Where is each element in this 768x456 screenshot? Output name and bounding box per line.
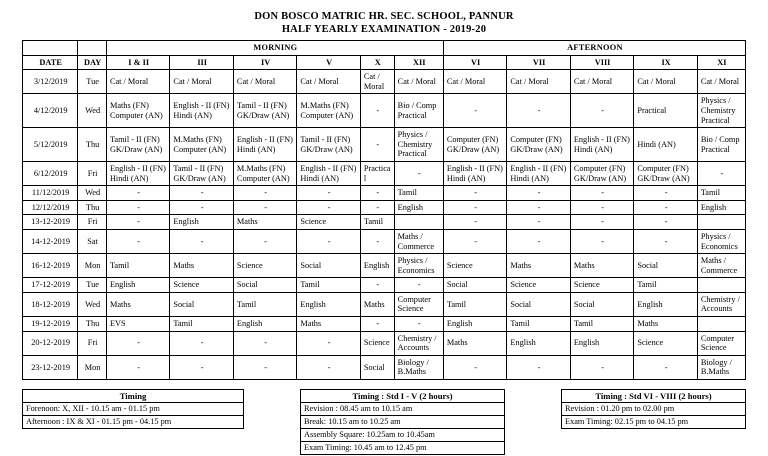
timing-general-line: Afternoon : IX & XI - 01.15 pm - 04.15 pm [23,416,244,429]
cell-x: - [360,186,394,201]
cell-date: 23-12-2019 [23,355,78,379]
cell-date: 14-12-2019 [23,229,78,253]
cell-vii: Tamil [507,317,570,332]
col-vi: VI [443,55,506,70]
cell-vii: - [507,200,570,215]
cell-viii: - [570,186,633,201]
cell-viii: - [570,355,633,379]
cell-i-ii: Maths [106,292,169,316]
cell-vii: Science [507,278,570,293]
session-afternoon: AFTERNOON [443,41,745,56]
cell-ix: - [634,215,697,230]
table-row [23,278,746,293]
cell-date: 12/12/2019 [23,200,78,215]
cell-v: - [297,186,360,201]
table-row [23,70,746,94]
cell-ix: Hindi (AN) [634,128,697,162]
cell-xii: Tamil [394,186,443,201]
cell-xi: Computer Science [697,331,745,355]
cell-iii: - [170,229,233,253]
timing-std1-5-line: Break: 10.15 am to 10.25 am [301,416,505,429]
cell-viii: Maths [570,254,633,278]
table-row [23,331,746,355]
cell-vi: Tamil [443,292,506,316]
cell-iii: - [170,186,233,201]
cell-v: Maths [297,317,360,332]
cell-v: M.Maths (FN) Computer (AN) [297,94,360,128]
cell-ix: Social [634,254,697,278]
exam-title: HALF YEARLY EXAMINATION - 2019-20 [281,24,487,35]
table-row [301,390,505,403]
cell-x: - [360,278,394,293]
session-blank-date [23,41,78,56]
cell-day: Wed [78,186,107,201]
cell-v: Cat / Moral [297,70,360,94]
cell-vii: Social [507,292,570,316]
cell-date: 19-12-2019 [23,317,78,332]
cell-xii: Chemistry / Accounts [394,331,443,355]
col-i-ii: I & II [106,55,169,70]
cell-day: Mon [78,254,107,278]
cell-xi: Bio / Comp Practical [697,128,745,162]
cell-iv: - [233,200,296,215]
cell-vii: - [507,186,570,201]
cell-day: Fri [78,215,107,230]
cell-day: Tue [78,70,107,94]
cell-vii: - [507,355,570,379]
cell-day: Sat [78,229,107,253]
cell-xii: Biology / B.Maths [394,355,443,379]
cell-iv: - [233,229,296,253]
col-ix: IX [634,55,697,70]
cell-vi: Computer (FN) GK/Draw (AN) [443,128,506,162]
cell-vi: - [443,200,506,215]
cell-xi: Physics / Chemistry Practical [697,94,745,128]
table-row [23,254,746,278]
cell-vii: Computer (FN) GK/Draw (AN) [507,128,570,162]
cell-date: 6/12/2019 [23,161,78,185]
cell-day: Wed [78,94,107,128]
cell-iv: Cat / Moral [233,70,296,94]
cell-xii: - [394,161,443,185]
cell-viii: Science [570,278,633,293]
cell-x: Practical [360,161,394,185]
cell-date: 3/12/2019 [23,70,78,94]
cell-i-ii: Tamil [106,254,169,278]
cell-iv: Maths [233,215,296,230]
cell-ix: - [634,229,697,253]
cell-iii: Maths [170,254,233,278]
timing-general-title: Timing [23,390,244,403]
cell-iv: Tamil - II (FN) GK/Draw (AN) [233,94,296,128]
timing-std1-5-title: Timing : Std I - V (2 hours) [301,390,505,403]
cell-vi: Cat / Moral [443,70,506,94]
table-row [23,355,746,379]
cell-iii: Cat / Moral [170,70,233,94]
cell-iv: Social [233,278,296,293]
cell-xii [394,215,443,230]
school-name: DON BOSCO MATRIC HR. SEC. SCHOOL, PANNUR [254,11,514,22]
cell-x: - [360,229,394,253]
cell-ix: - [634,200,697,215]
cell-xii: - [394,317,443,332]
cell-xi [697,278,745,293]
cell-x: Tamil [360,215,394,230]
cell-viii: English - II (FN) Hindi (AN) [570,128,633,162]
cell-day: Thu [78,200,107,215]
cell-xii: Maths / Commerce [394,229,443,253]
column-header-row [23,55,746,70]
cell-iii: - [170,200,233,215]
cell-v: Science [297,215,360,230]
cell-x: - [360,94,394,128]
cell-i-ii: - [106,229,169,253]
cell-xii: - [394,278,443,293]
timetable [22,40,746,380]
cell-viii: Computer (FN) GK/Draw (AN) [570,161,633,185]
cell-vii: English [507,331,570,355]
cell-iii: M.Maths (FN) Computer (AN) [170,128,233,162]
cell-viii: English [570,331,633,355]
table-row [23,403,244,416]
cell-v: English [297,292,360,316]
timing-table-std-6-8 [561,389,746,429]
cell-iii: Tamil [170,317,233,332]
cell-xi: Chemistry / Accounts [697,292,745,316]
cell-iii: Tamil - II (FN) GK/Draw (AN) [170,161,233,185]
col-xi: XI [697,55,745,70]
cell-day: Fri [78,161,107,185]
table-row [23,292,746,316]
cell-v: Tamil - II (FN) GK/Draw (AN) [297,128,360,162]
cell-day: Wed [78,292,107,316]
cell-xi: Maths / Commerce [697,254,745,278]
cell-x: English [360,254,394,278]
cell-ix: Maths [634,317,697,332]
cell-iii: - [170,355,233,379]
col-iii: III [170,55,233,70]
col-day: DAY [78,55,107,70]
table-row [23,317,746,332]
col-v: V [297,55,360,70]
cell-v: - [297,355,360,379]
cell-ix: Tamil [634,278,697,293]
cell-iii: Science [170,278,233,293]
cell-x: - [360,200,394,215]
table-row [562,416,746,429]
cell-vi: Maths [443,331,506,355]
table-row [301,403,505,416]
cell-xii: Physics / Economics [394,254,443,278]
timing-table-std-1-5 [300,389,505,455]
cell-i-ii: English [106,278,169,293]
cell-v: English - II (FN) Hindi (AN) [297,161,360,185]
cell-vi: Science [443,254,506,278]
cell-iv: English - II (FN) Hindi (AN) [233,128,296,162]
cell-ix: Practical [634,94,697,128]
table-row [301,416,505,429]
cell-vi: - [443,229,506,253]
cell-vii: - [507,215,570,230]
table-row [23,200,746,215]
cell-i-ii: - [106,355,169,379]
timing-std1-5-line: Exam Timing: 10.45 am to 12.45 pm [301,442,505,455]
timing-table-general [22,389,244,429]
cell-vii: - [507,229,570,253]
cell-ix: Cat / Moral [634,70,697,94]
table-row [562,403,746,416]
cell-x: Science [360,331,394,355]
cell-ix: - [634,355,697,379]
cell-date: 18-12-2019 [23,292,78,316]
cell-ix: Science [634,331,697,355]
cell-date: 4/12/2019 [23,94,78,128]
cell-v: - [297,229,360,253]
cell-viii: - [570,215,633,230]
cell-day: Fri [78,331,107,355]
cell-v: Social [297,254,360,278]
cell-x: - [360,128,394,162]
cell-i-ii: English - II (FN) Hindi (AN) [106,161,169,185]
cell-viii: Cat / Moral [570,70,633,94]
table-row [23,94,746,128]
table-row [23,390,244,403]
cell-xi: - [697,161,745,185]
table-row [23,229,746,253]
timetable-head [23,41,746,70]
cell-iv: English [233,317,296,332]
cell-iii: English - II (FN) Hindi (AN) [170,94,233,128]
cell-viii: Social [570,292,633,316]
cell-i-ii: EVS [106,317,169,332]
col-vii: VII [507,55,570,70]
cell-vi: English - II (FN) Hindi (AN) [443,161,506,185]
cell-xi: Physics / Economics [697,229,745,253]
cell-date: 17-12-2019 [23,278,78,293]
cell-x: - [360,317,394,332]
col-iv: IV [233,55,296,70]
cell-ix: English [634,292,697,316]
cell-vii: - [507,94,570,128]
cell-xii: Bio / Comp Practical [394,94,443,128]
col-x: X [360,55,394,70]
cell-day: Tue [78,278,107,293]
session-morning: MORNING [106,41,443,56]
cell-ix: Computer (FN) GK/Draw (AN) [634,161,697,185]
cell-date: 20-12-2019 [23,331,78,355]
cell-iv: Science [233,254,296,278]
cell-xi [697,215,745,230]
cell-vi: - [443,186,506,201]
table-row [23,215,746,230]
cell-vii: Cat / Moral [507,70,570,94]
cell-iv: M.Maths (FN) Computer (AN) [233,161,296,185]
cell-i-ii: - [106,215,169,230]
session-header-row [23,41,746,56]
cell-xi: English [697,200,745,215]
timetable-body [23,70,746,380]
cell-iv: - [233,186,296,201]
cell-i-ii: Maths (FN) Computer (AN) [106,94,169,128]
cell-i-ii: - [106,186,169,201]
table-row [301,429,505,442]
timing-std6-8-line: Revision : 01.20 pm to 02.00 pm [562,403,746,416]
cell-xi: Cat / Moral [697,70,745,94]
cell-i-ii: - [106,200,169,215]
cell-viii: - [570,200,633,215]
cell-xii: Physics / Chemistry Practical [394,128,443,162]
cell-date: 13-12-2019 [23,215,78,230]
cell-day: Thu [78,317,107,332]
cell-xii: Cat / Moral [394,70,443,94]
col-date: DATE [23,55,78,70]
cell-xi: Biology / B.Maths [697,355,745,379]
cell-vii: English - II (FN) Hindi (AN) [507,161,570,185]
cell-viii: - [570,229,633,253]
cell-day: Mon [78,355,107,379]
session-blank-day [78,41,107,56]
cell-i-ii: Cat / Moral [106,70,169,94]
cell-xii: English [394,200,443,215]
table-row [23,161,746,185]
timing-notes [22,389,746,455]
timing-general-line: Forenoon: X, XII - 10.15 am - 01.15 pm [23,403,244,416]
cell-v: Tamil [297,278,360,293]
document-header [22,10,746,36]
cell-vi: Social [443,278,506,293]
cell-date: 5/12/2019 [23,128,78,162]
table-row [23,186,746,201]
cell-viii: Tamil [570,317,633,332]
table-row [23,416,244,429]
cell-iv: Tamil [233,292,296,316]
cell-x: Social [360,355,394,379]
cell-v: - [297,200,360,215]
cell-day: Thu [78,128,107,162]
cell-iv: - [233,331,296,355]
cell-i-ii: Tamil - II (FN) GK/Draw (AN) [106,128,169,162]
timing-std6-8-line: Exam Timing: 02.15 pm to 04.15 pm [562,416,746,429]
table-row [301,442,505,455]
cell-iii: Social [170,292,233,316]
cell-iii: English [170,215,233,230]
cell-x: Maths [360,292,394,316]
cell-x: Cat / Moral [360,70,394,94]
col-xii: XII [394,55,443,70]
cell-v: - [297,331,360,355]
cell-date: 16-12-2019 [23,254,78,278]
cell-vi: - [443,94,506,128]
cell-i-ii: - [106,331,169,355]
col-viii: VIII [570,55,633,70]
timing-std1-5-line: Assembly Square: 10.25am to 10.45am [301,429,505,442]
cell-vi: - [443,215,506,230]
table-row [562,390,746,403]
cell-ix: - [634,186,697,201]
cell-xi: Tamil [697,186,745,201]
timing-std1-5-line: Revision : 08.45 am to 10.15 am [301,403,505,416]
cell-vi: English [443,317,506,332]
table-row [23,128,746,162]
cell-viii: - [570,94,633,128]
cell-date: 11/12/2019 [23,186,78,201]
cell-iv: - [233,355,296,379]
cell-vi: - [443,355,506,379]
cell-xi [697,317,745,332]
timing-std6-8-title: Timing : Std VI - VIII (2 hours) [562,390,746,403]
cell-vii: Maths [507,254,570,278]
cell-iii: - [170,331,233,355]
cell-xii: Computer Science [394,292,443,316]
